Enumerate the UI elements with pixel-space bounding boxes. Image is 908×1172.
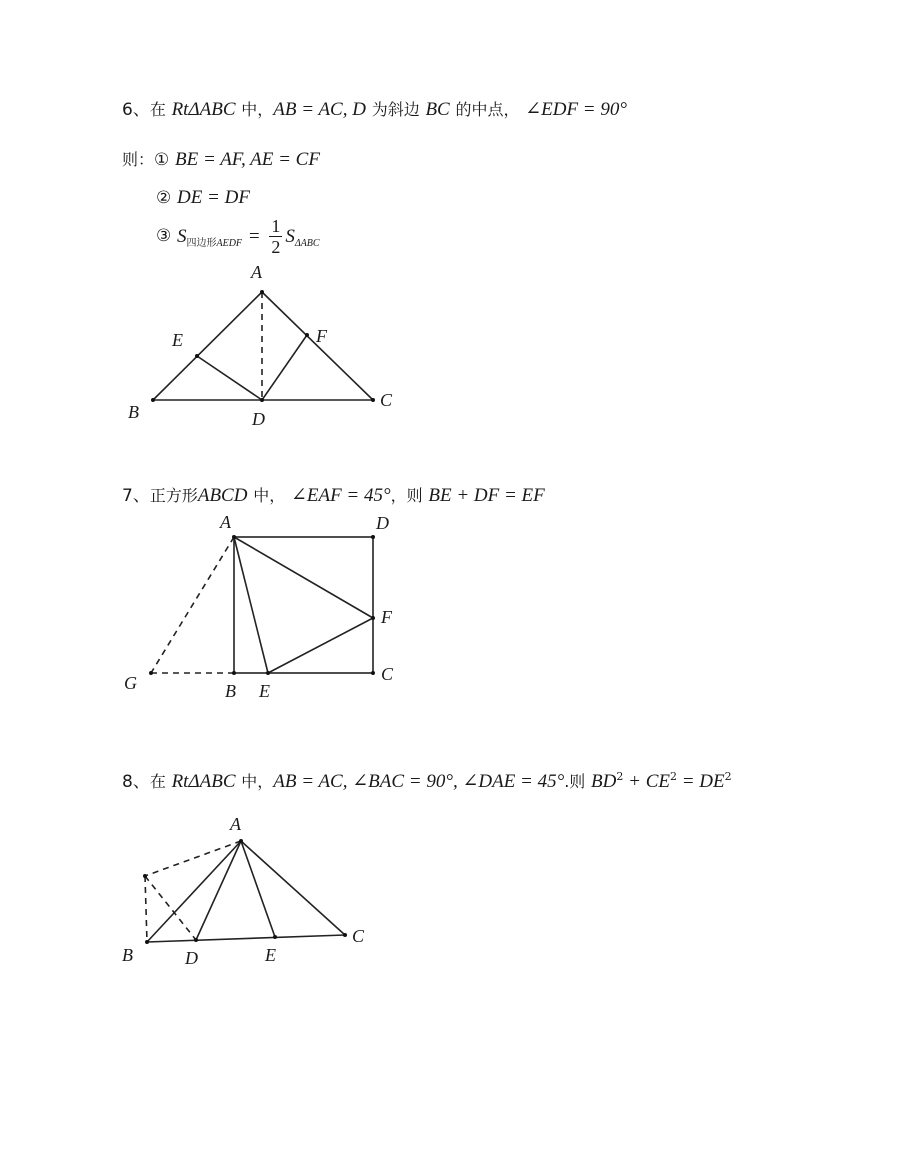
problem-8-statement: 8、在 RtΔABC 中，AB = AC, ∠BAC = 90°, ∠DAE = 45°.则 $BD^2 + CE^2 = DE^2$ [122, 770, 732, 792]
segment-BC [147, 935, 345, 942]
label-D: D [252, 409, 265, 429]
point-auxiliary [143, 874, 147, 878]
point-E [273, 935, 277, 939]
point-E [195, 354, 199, 358]
point-D [371, 535, 375, 539]
label-E: E [265, 945, 276, 965]
label-G: G [124, 673, 137, 693]
point-G [149, 671, 153, 675]
point-B [151, 398, 155, 402]
point-C [343, 933, 347, 937]
label-F: F [316, 326, 327, 346]
figure-7 [124, 512, 394, 701]
label-F: F [381, 607, 392, 627]
label-D: D [376, 513, 389, 533]
fraction-one-half: $\frac{1}{2}$ [271, 216, 281, 257]
label-C: C [352, 926, 365, 946]
label-B: B [128, 402, 139, 422]
label-C: C [380, 390, 393, 410]
segment-AG-dashed [151, 537, 234, 673]
label-C: C [381, 664, 394, 684]
point-F [371, 616, 375, 620]
label-B: B [225, 681, 236, 701]
label-B: B [122, 945, 133, 965]
problem-6-conclusion-3: ③ $S_{四边形AEDF}$ = $\frac{1}{2}$ $S_{\Delta ABC}$ [156, 216, 320, 257]
point-D [260, 398, 264, 402]
label-A: A [220, 512, 231, 532]
label-A: A [251, 262, 262, 282]
segment-AC [262, 292, 373, 400]
segment-aux-D-dashed [145, 876, 196, 940]
problem-6-statement: 6、在 RtΔABC 中，AB = AC, D 为斜边 BC 的中点， ∠EDF = 90° [122, 99, 627, 120]
label-D: D [185, 948, 198, 968]
label-A: A [230, 814, 241, 834]
point-B [145, 940, 149, 944]
label-E: E [172, 330, 183, 350]
segment-AF [234, 537, 373, 618]
point-A [260, 290, 264, 294]
figure-6 [128, 262, 393, 429]
segment-ED [197, 356, 262, 400]
segment-FD [262, 335, 307, 400]
point-D [194, 938, 198, 942]
point-E [266, 671, 270, 675]
point-A [239, 839, 243, 843]
segment-aux-B-dashed [145, 876, 147, 942]
segment-EF [268, 618, 373, 673]
segment-AB [147, 841, 241, 942]
segment-AB [153, 292, 262, 400]
label-E: E [259, 681, 270, 701]
figure-8 [122, 814, 365, 968]
point-C [371, 671, 375, 675]
problem-7-statement: 7、正方形ABCD 中， ∠EAF = 45°，则 BE + DF = EF [122, 485, 545, 506]
segment-AC [241, 841, 345, 935]
point-B [232, 671, 236, 675]
problem-6-conclusion-2: ② DE = DF [156, 187, 250, 208]
segment-AE [234, 537, 268, 673]
problem-6-conclusion-1: 则：① BE = AF, AE = CF [122, 149, 320, 170]
point-C [371, 398, 375, 402]
point-F [305, 333, 309, 337]
segment-AD [196, 841, 241, 940]
point-A [232, 535, 236, 539]
